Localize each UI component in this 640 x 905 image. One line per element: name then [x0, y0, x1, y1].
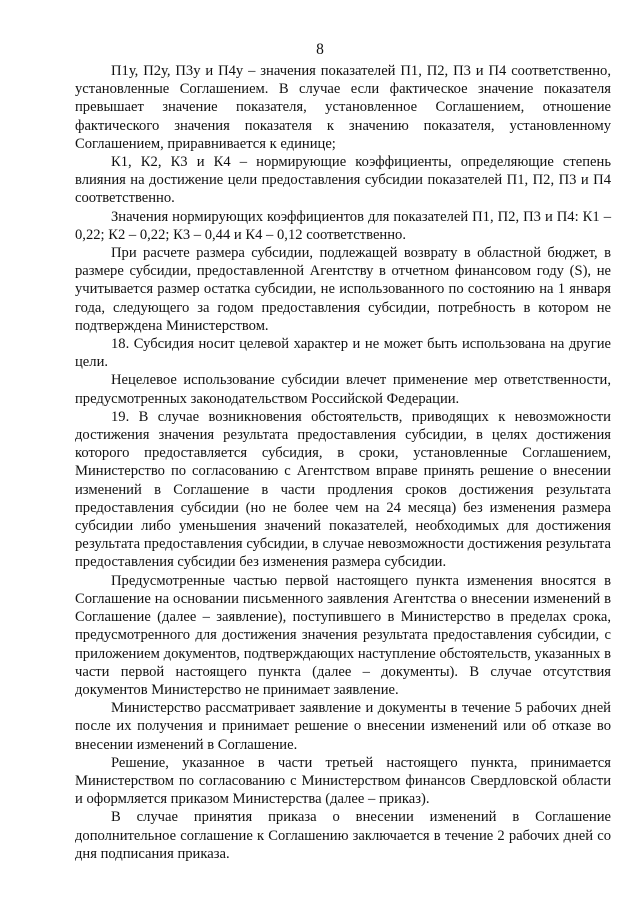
paragraph-misuse-liability: Нецелевое использование субсидии влечет применение мер ответственности, предусмотренных законодательством Российской Федерации.: [75, 372, 611, 407]
paragraph-subsidy-return-calculation: При расчете размера субсидии, подлежащей возврату в областной бюджет, в размере субсидии, предоставленной Агентству в отчетном финансовом году (S), не учитывается размер остатка субсидии, не использованного по состоянию на 1 января года, следующего за годом предоставления субсидии, потребность в котором не подтверждена Министерством.: [75, 245, 611, 334]
paragraph-indicator-values: П1у, П2у, П3у и П4у – значения показателей П1, П2, П3 и П4 соответственно, установленные Соглашением. В случае если фактическое значение показателя превышает значение показателя, установленное Соглашением, отношение фактического значения показателя к значению показателя, установленному Соглашением, приравнивается к единице;: [75, 63, 611, 152]
paragraph-coefficient-values: Значения нормирующих коэффициентов для показателей П1, П2, П3 и П4: К1 – 0,22; К2 – 0,22; К3 – 0,44 и К4 – 0,12 соответственно.: [75, 208, 611, 243]
paragraph-item-19: 19. В случае возникновения обстоятельств, приводящих к невозможности достижения значения результата предоставления субсидии, в целях достижения которого предоставляется субсидия, в сроки, установленные Соглашением, Министерство по согласованию с Агентством вправе принять решение о внесении изменений в Соглашение в части продления сроков достижения результата предоставления субсидии (но не более чем на 24 месяца) без изменения размера субсидии либо уменьшения значений показателей, необходимых для достижения результата предоставления субсидии, в случае невозможности достижения результата предоставления субсидии без изменения размера субсидии.: [75, 408, 611, 571]
paragraph-amendment-application: Предусмотренные частью первой настоящего пункта изменения вносятся в Соглашение на основании письменного заявления Агентства о внесении изменений в Соглашение (далее – заявление), поступившего в Министерство в пределах срока, предусмотренного для достижения значения результата предоставления субсидии, с приложением документов, подтверждающих наступление обстоятельств, указанных в части первой настоящего пункта (далее – документы). В случае отсутствия документов Министерство не принимает заявление.: [75, 572, 611, 698]
paragraph-decision-order: Решение, указанное в части третьей настоящего пункта, принимается Министерством по согласованию с Министерством финансов Свердловской области и оформляется приказом Министерства (далее – приказ).: [75, 754, 611, 808]
paragraph-review-term: Министерство рассматривает заявление и документы в течение 5 рабочих дней после их получения и принимает решение о внесении изменений или об отказе во внесении изменений в Соглашение.: [75, 700, 611, 753]
paragraph-supplementary-agreement: В случае принятия приказа о внесении изменений в Соглашение дополнительное соглашение к Соглашению заключается в течение 2 рабочих дней со дня подписания приказа.: [75, 809, 611, 862]
document-body: [75, 62, 611, 863]
page-number: 8: [316, 41, 324, 58]
paragraph-item-18: 18. Субсидия носит целевой характер и не может быть использована на другие цели.: [75, 336, 611, 371]
paragraph-coefficients-definition: К1, К2, К3 и К4 – нормирующие коэффициенты, определяющие степень влияния на достижение цели предоставления субсидии показателей П1, П2, П3 и П4 соответственно.: [75, 154, 611, 207]
